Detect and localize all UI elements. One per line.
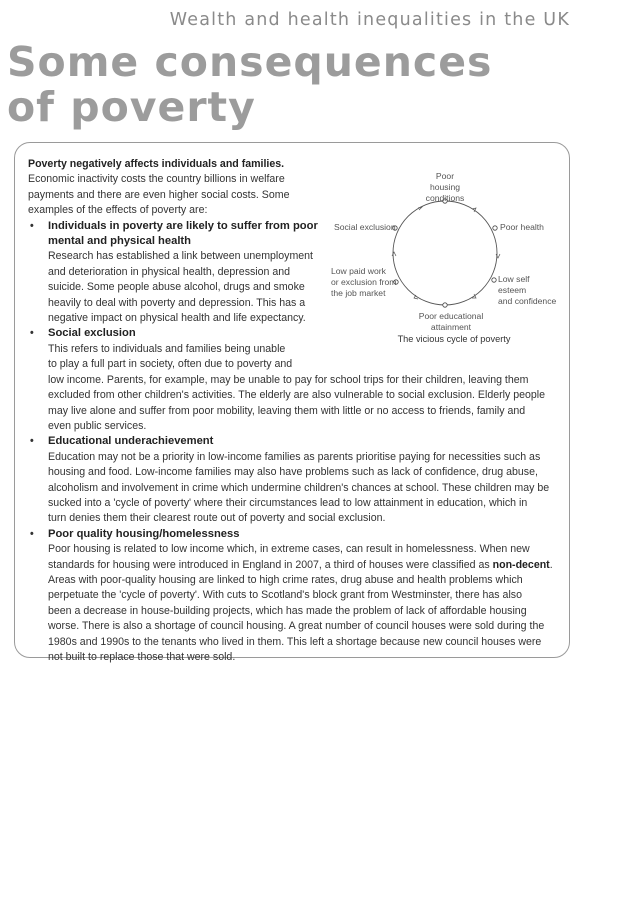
page-title-line-1: Some consequences <box>7 38 493 86</box>
running-header: Wealth and health inequalities in the UK <box>169 10 570 30</box>
intro-heading: Poverty negatively affects individuals and families. <box>28 158 285 170</box>
bullet-marker: • <box>30 435 34 448</box>
page-title-line-2: of poverty <box>7 83 256 131</box>
item-line: This refers to individuals and families being unable <box>48 342 286 355</box>
item-line: sucked into a 'cycle of poverty' where their circumstances lead to low attainment in education, which in <box>48 496 528 509</box>
label-low-paid-work: Low paid work or exclusion from the job market <box>331 266 397 298</box>
item-heading: Social exclusion <box>48 327 136 340</box>
intro-line: examples of the effects of poverty are: <box>28 204 208 217</box>
item-heading: mental and physical health <box>48 235 191 248</box>
article-body <box>28 157 558 665</box>
bullet-marker: • <box>30 327 34 340</box>
item-line: alcoholism and involvement in crime which undermine children's chances at school. These children may be <box>48 481 550 494</box>
item-line: suicide. Some people abuse alcohol, drugs and smoke <box>48 281 305 294</box>
item-line: even public services. <box>48 419 147 432</box>
item-line: Research has established a link between unemployment <box>48 250 313 263</box>
item-line: worse. There is also a shortage of council housing. A great number of council houses were sold during the <box>48 620 545 633</box>
item-line: to play a full part in society, often due to poverty and <box>48 358 293 371</box>
item-line: housing and food. Low-income families may also have problems such as lack of confidence, drug abuse, <box>48 466 538 479</box>
intro-line: payments and there are even higher social costs. Some <box>28 188 290 201</box>
label-social-exclusion: Social exclusion <box>334 222 396 232</box>
item-heading: Educational underachievement <box>48 435 214 448</box>
item-line: Poor housing is related to low income which, in extreme cases, can result in homelessness. When new <box>48 543 530 556</box>
label-low-self-esteem: Low self esteem and confidence <box>498 274 557 306</box>
item-line: excluded from other children's activities. The elderly are also vulnerable to social exclusion. Elderly people <box>48 389 546 402</box>
item-line: turn denies them their clearest route out of poverty and social exclusion. <box>48 512 386 525</box>
list-item-health <box>28 219 558 327</box>
item-line: not built to replace those that were sold. <box>48 651 236 663</box>
diagram-caption: The vicious cycle of poverty <box>397 334 511 344</box>
intro-block <box>28 157 320 219</box>
label-poor-health: Poor health <box>500 222 544 232</box>
list-item-social-exclusion <box>28 326 558 434</box>
item-line: heavily to deal with poverty and depression. This has a <box>48 296 306 309</box>
bullet-marker: • <box>30 527 34 540</box>
item-line: standards for housing were introduced in England in 2007, a third of houses were classified as non-decent. <box>48 558 553 571</box>
item-line: 1980s and 1990s to the tenants who lived in them. This left a shortage because new council houses were <box>48 635 542 648</box>
item-line: been a decrease in house-building projects, which has made the problem of lack of affordable housing <box>48 604 527 617</box>
list-item-education <box>28 434 558 526</box>
item-line: may live alone and suffer from poor mobility, leaving them with little or no access to friends, family and <box>48 404 526 417</box>
item-line: low income. Parents, for example, may be unable to pay for school trips for their children, leaving them <box>48 373 529 386</box>
key-term: non-decent <box>492 558 550 571</box>
label-poor-housing: Poor housing conditions <box>425 171 465 203</box>
page-title <box>7 40 492 130</box>
intro-line: Economic inactivity costs the country billions in welfare <box>28 173 285 186</box>
item-line: and deterioration in physical health, depression and <box>48 265 291 278</box>
bullet-marker: • <box>30 219 34 232</box>
item-heading: Individuals in poverty are likely to suffer from poor <box>48 219 318 232</box>
item-line: Areas with poor-quality housing are linked to high crime rates, drug abuse and health problems which <box>48 573 523 586</box>
label-poor-education: Poor educational attainment <box>418 311 484 332</box>
list-item-housing <box>28 527 558 666</box>
item-line: negative impact on physical health and life expectancy. <box>48 312 306 325</box>
item-line: Education may not be a priority in low-income families as parents prioritise paying for necessities such as <box>48 450 541 463</box>
item-line: perpetuate the 'cycle of poverty'. With cuts to Scotland's block grant from Westminster, there has also <box>48 589 522 602</box>
item-heading: Poor quality housing/homelessness <box>48 527 240 540</box>
